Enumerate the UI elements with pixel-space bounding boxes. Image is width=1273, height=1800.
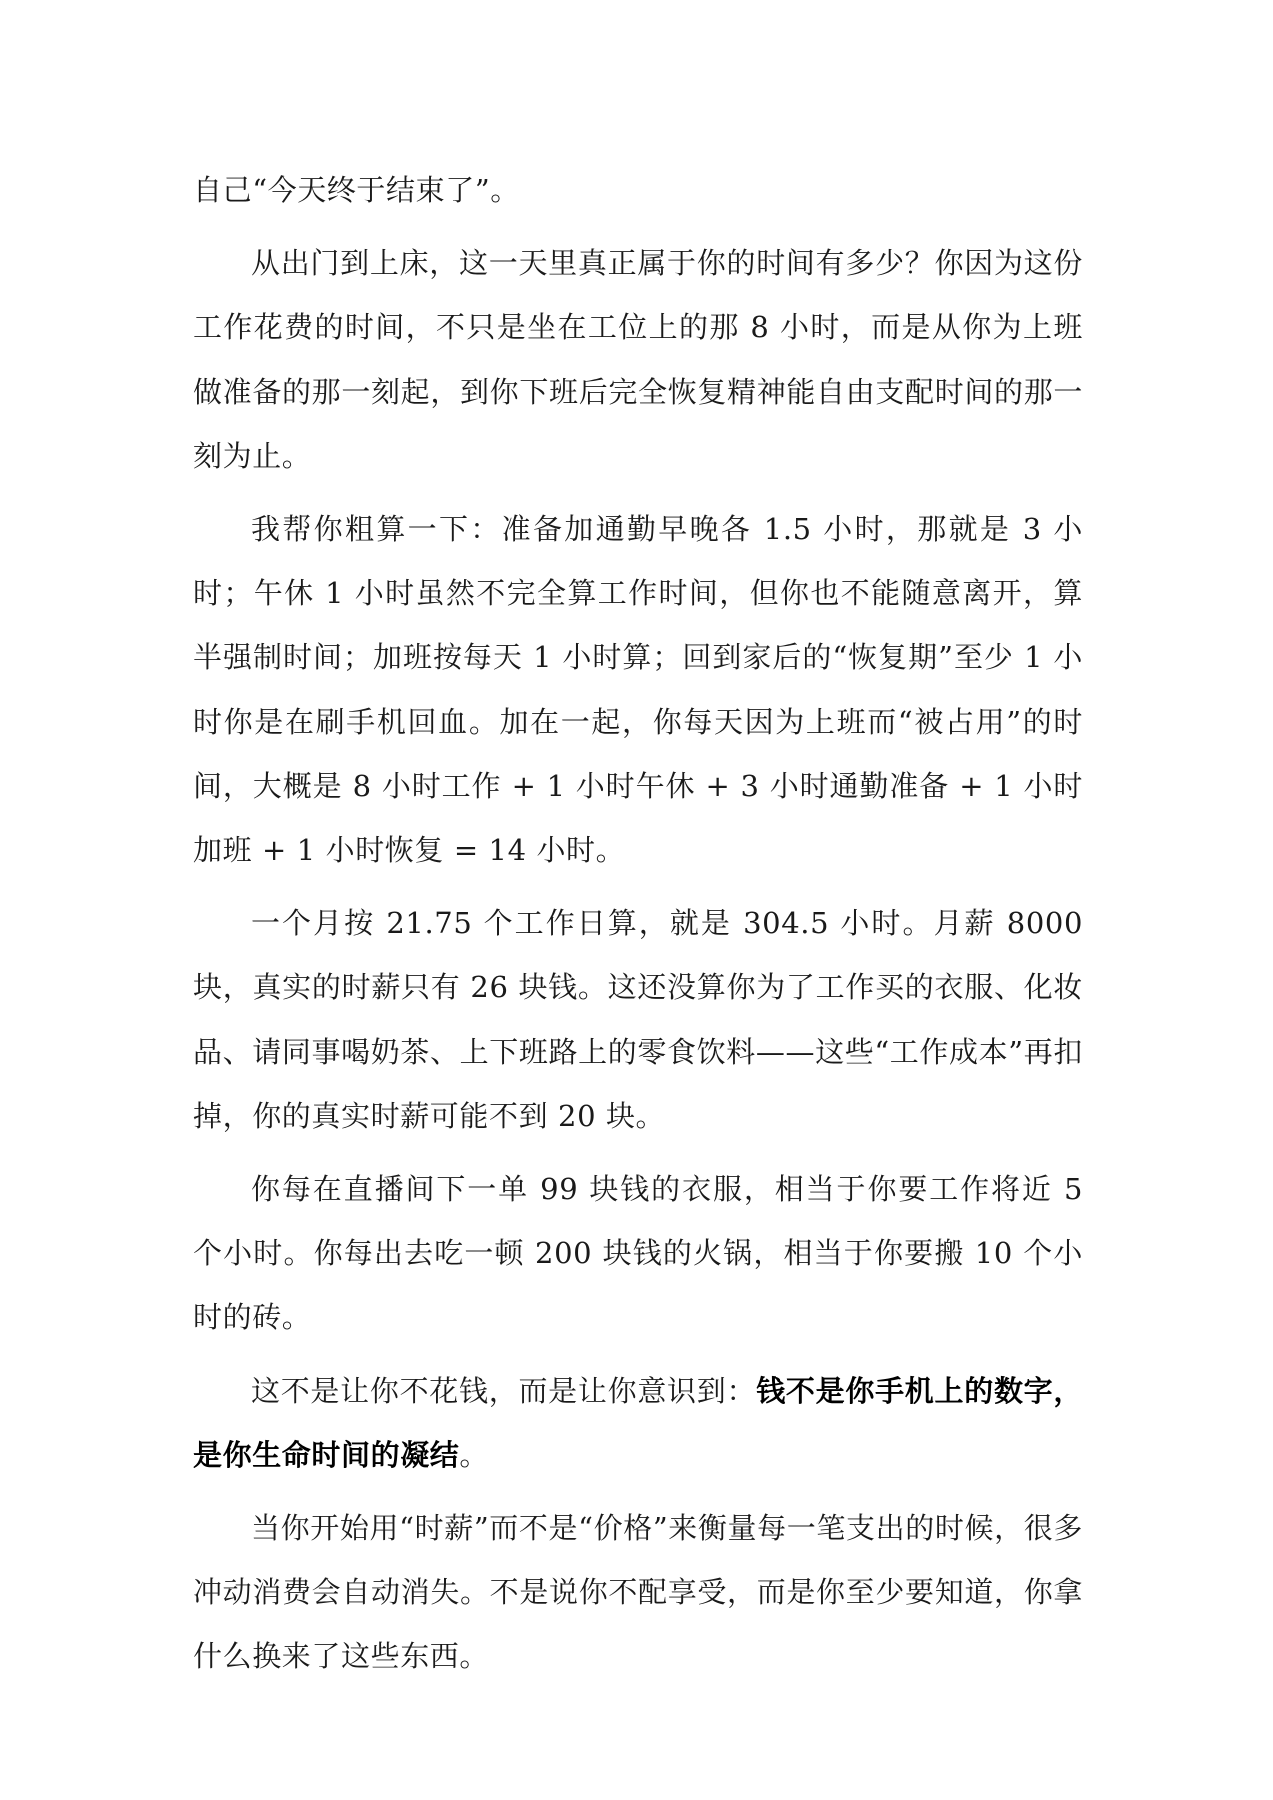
paragraph-continuation: 自己“今天终于结束了”。	[193, 173, 520, 207]
paragraph-hourly-wage: 一个月按 21.75 个工作日算，就是 304.5 小时。月薪 8000 块，真实的时薪只有 26 块钱。这还没算你为了工作买的衣服、化妆品、请同事喝奶茶、上下班路上的零食饮料——这些“工作成本”再扣掉，你的真实时薪可能不到 20 块。	[193, 906, 1083, 1133]
money-meaning-end: 。	[459, 1437, 490, 1472]
money-meaning-emphasis: 钱不是你手机上的数字，是你生命时间的凝结	[193, 1373, 1083, 1472]
paragraph-time-question: 从出门到上床，这一天里真正属于你的时间有多少？你因为这份工作花费的时间，不只是坐在工位上的那 8 小时，而是从你为上班做准备的那一刻起，到你下班后完全恢复精神能自由支配时间的那一刻为止。	[193, 246, 1083, 473]
paragraph-time-calculation: 我帮你粗算一下：准备加通勤早晚各 1.5 小时，那就是 3 小时；午休 1 小时虽然不完全算工作时间，但你也不能随意离开，算半强制时间；加班按每天 1 小时算；回到家后的“恢复期”至少 1 小时你是在刷手机回血。加在一起，你每天因为上班而“被占用”的时间，大概是 8 小时工作 + 1 小时午休 + 3 小时通勤准备 + 1 小时加班 + 1 小时恢复 = 14 小时。	[193, 512, 1083, 868]
paragraph-conclusion: 当你开始用“时薪”而不是“价格”来衡量每一笔支出的时候，很多冲动消费会自动消失。不是说你不配享受，而是你至少要知道，你拿什么换来了这些东西。	[193, 1511, 1083, 1674]
paragraph-money-meaning	[193, 1359, 1083, 1487]
document-body	[193, 158, 1083, 1698]
money-meaning-lead: 这不是让你不花钱，而是让你意识到：	[251, 1373, 757, 1408]
paragraph-spending-examples: 你每在直播间下一单 99 块钱的衣服，相当于你要工作将近 5 个小时。你每出去吃一顿 200 块钱的火锅，相当于你要搬 10 个小时的砖。	[193, 1172, 1083, 1335]
